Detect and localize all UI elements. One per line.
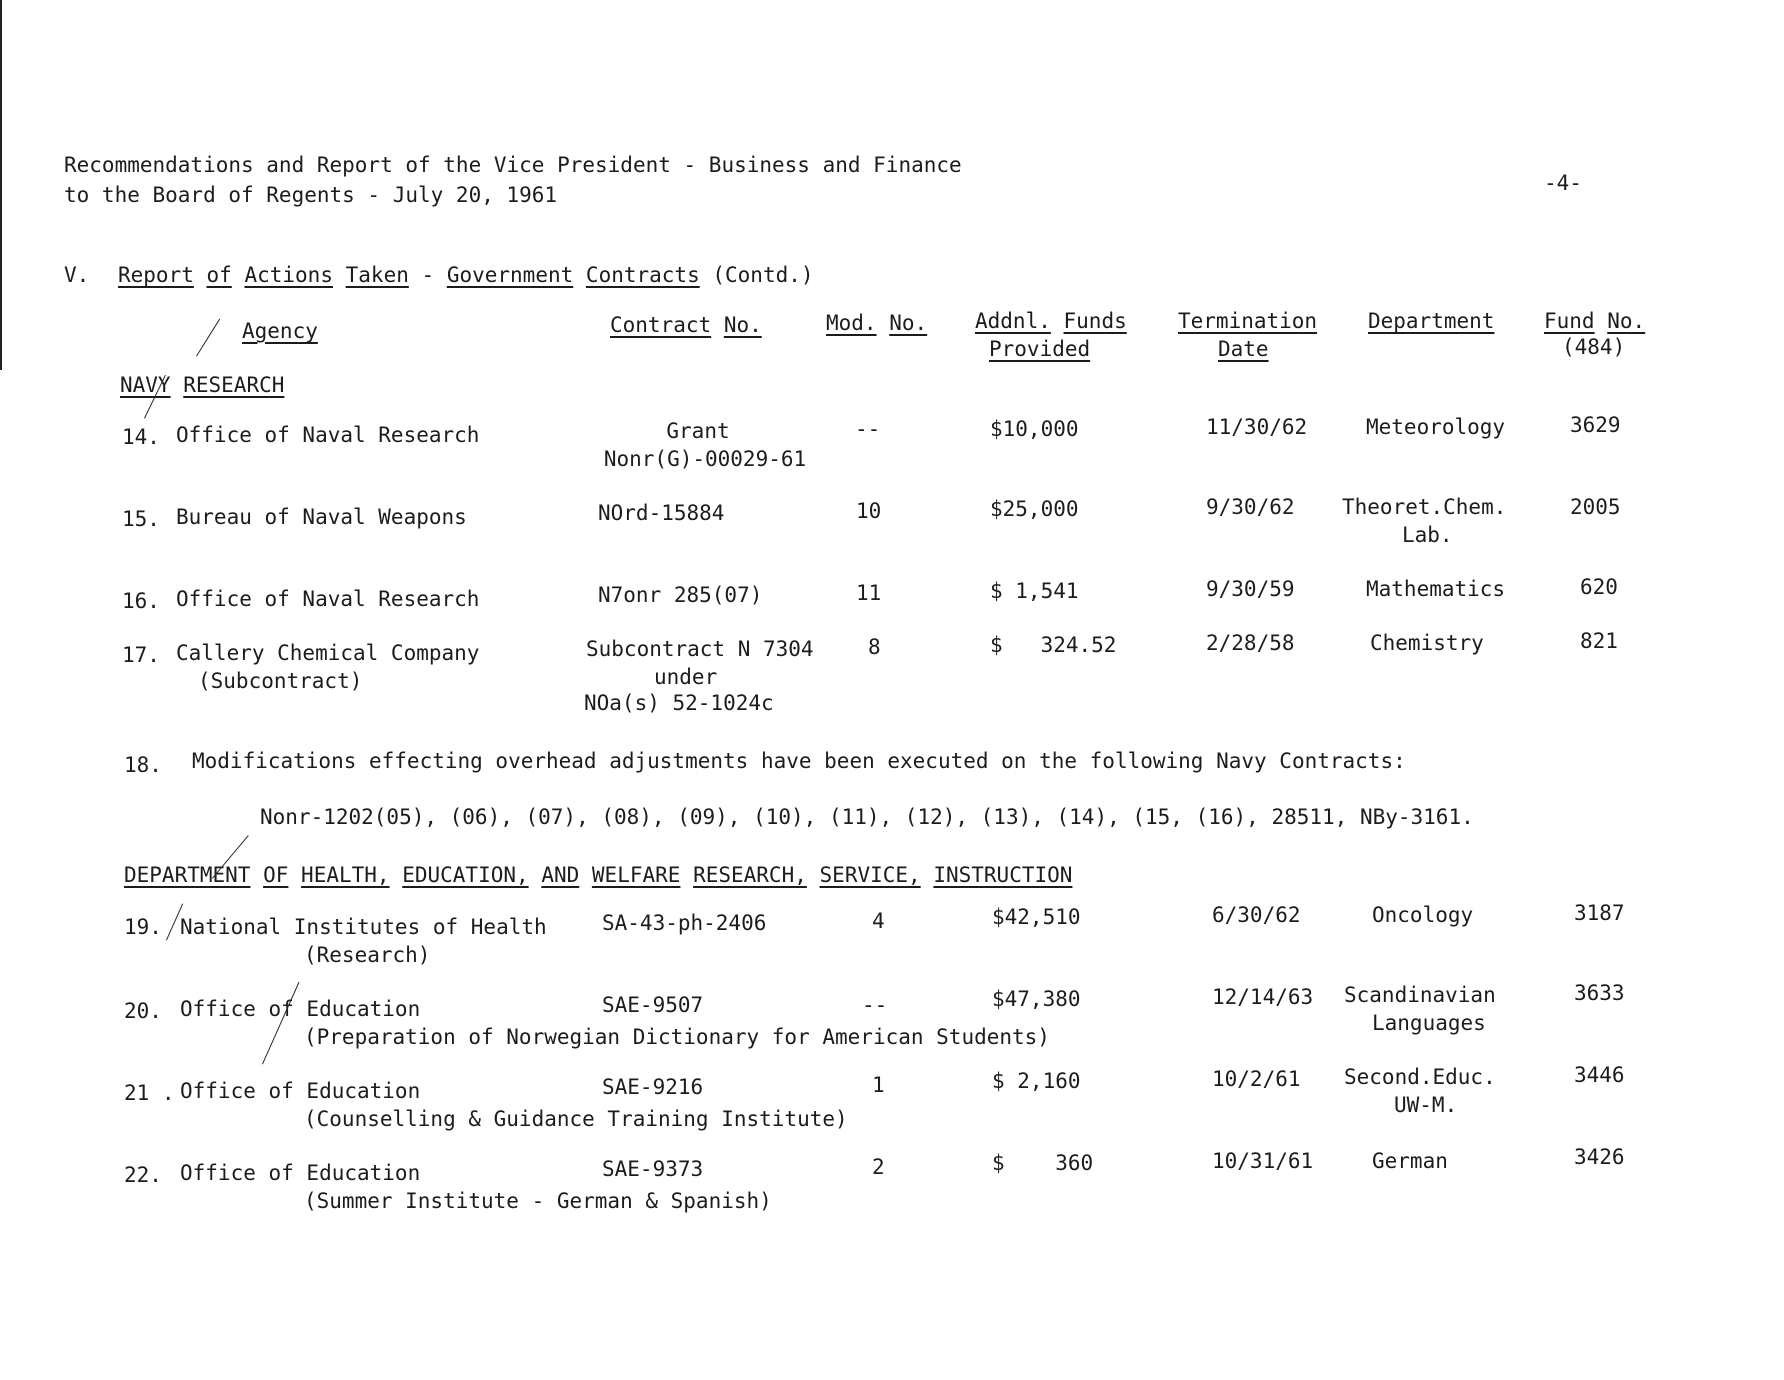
row-fund-no: 3629 bbox=[1570, 413, 1621, 437]
row-number: 19. bbox=[124, 915, 162, 939]
row-number: 17. bbox=[122, 643, 160, 667]
section-title-word: of bbox=[206, 263, 232, 287]
row-funds: $42,510 bbox=[992, 905, 1081, 929]
check-mark bbox=[196, 319, 220, 357]
row-agency-detail: (Preparation of Norwegian Dictionary for American Students) bbox=[304, 1025, 1050, 1049]
row-department: Oncology bbox=[1372, 903, 1474, 927]
scan-edge-line bbox=[0, 0, 2, 370]
row-contract: NOrd-15884 bbox=[598, 501, 725, 525]
row-contract-line-2: under bbox=[654, 665, 718, 689]
row-funds: $ 324.52 bbox=[990, 633, 1117, 657]
col-header-word: No. bbox=[1607, 309, 1646, 333]
row-agency: Office of Naval Research bbox=[176, 587, 480, 611]
item-18-contract-list: Nonr-1202(05), (06), (07), (08), (09), (10), (11), (12), (13), (14), (15, (16), 28511, NBy-3161. bbox=[260, 805, 1474, 829]
section-title-word: Government bbox=[446, 263, 574, 287]
row-mod: 11 bbox=[856, 581, 882, 605]
row-department: Chemistry bbox=[1370, 631, 1484, 655]
row-number: 22. bbox=[124, 1163, 162, 1187]
section-title-word: Report bbox=[118, 263, 194, 287]
section-title-word: Contracts bbox=[585, 263, 700, 287]
row-mod: 1 bbox=[872, 1073, 885, 1097]
row-fund-no: 3187 bbox=[1574, 901, 1625, 925]
row-contract-line-3: NOa(s) 52-1024c bbox=[584, 691, 774, 715]
row-department: Theoret.Chem. bbox=[1342, 495, 1507, 519]
item-18-number: 18. bbox=[124, 753, 162, 777]
row-contract: SAE-9216 bbox=[602, 1075, 704, 1099]
hew-research-heading bbox=[124, 862, 1072, 889]
row-department-line-2: Lab. bbox=[1402, 523, 1453, 547]
row-agency: Office of Education bbox=[180, 1079, 421, 1103]
row-number: 20. bbox=[124, 999, 162, 1023]
row-department: Scandinavian bbox=[1344, 983, 1496, 1007]
report-header-line-2: to the Board of Regents - July 20, 1961 bbox=[64, 183, 558, 207]
heading-word: OF bbox=[263, 863, 289, 887]
row-department: German bbox=[1372, 1149, 1448, 1173]
heading-word: SERVICE, bbox=[819, 863, 921, 887]
section-numeral: V. bbox=[64, 263, 90, 287]
row-agency-line-2: (Subcontract) bbox=[198, 669, 363, 693]
row-mod: 10 bbox=[856, 499, 882, 523]
heading-word: RESEARCH bbox=[183, 373, 285, 397]
section-title-word: Taken bbox=[345, 263, 409, 287]
row-termination: 9/30/59 bbox=[1206, 577, 1295, 601]
row-fund-no: 3446 bbox=[1574, 1063, 1625, 1087]
row-termination: 10/2/61 bbox=[1212, 1067, 1301, 1091]
row-contract: Subcontract N 7304 bbox=[586, 637, 814, 661]
col-header-contract-no bbox=[610, 312, 762, 339]
col-header-date: Date bbox=[1218, 337, 1269, 361]
row-termination: 2/28/58 bbox=[1206, 631, 1295, 655]
row-agency: Callery Chemical Company bbox=[176, 641, 480, 665]
heading-word: INSTRUCTION bbox=[933, 863, 1073, 887]
row-funds: $47,380 bbox=[992, 987, 1081, 1011]
row-department: Mathematics bbox=[1366, 577, 1506, 601]
col-header-word: Funds bbox=[1063, 309, 1127, 333]
row-mod: 4 bbox=[872, 909, 885, 933]
section-title-word: Actions bbox=[244, 263, 333, 287]
col-header-word: No. bbox=[889, 311, 928, 335]
row-agency-detail: (Summer Institute - German & Spanish) bbox=[304, 1189, 772, 1213]
col-header-word: Fund bbox=[1544, 309, 1595, 333]
row-mod: -- bbox=[862, 993, 888, 1017]
row-number: 21 . bbox=[124, 1081, 175, 1105]
row-contract: SA-43-ph-2406 bbox=[602, 911, 767, 935]
col-header-word: Mod. bbox=[826, 311, 877, 335]
row-termination: 12/14/63 bbox=[1212, 985, 1314, 1009]
row-department: Meteorology bbox=[1366, 415, 1506, 439]
heading-word: DEPARTMENT bbox=[124, 863, 251, 887]
row-fund-no: 821 bbox=[1580, 629, 1618, 653]
row-agency: Bureau of Naval Weapons bbox=[176, 505, 467, 529]
row-contract: N7onr 285(07) bbox=[598, 583, 763, 607]
col-header-agency: Agency bbox=[242, 319, 318, 343]
row-agency: Office of Education bbox=[180, 997, 421, 1021]
col-header-termination: Termination bbox=[1178, 309, 1318, 333]
row-number: 16. bbox=[122, 589, 160, 613]
row-agency: Office of Education bbox=[180, 1161, 421, 1185]
row-contract-line-2: Nonr(G)-00029-61 bbox=[603, 447, 807, 471]
row-termination: 10/31/61 bbox=[1212, 1149, 1314, 1173]
row-termination: 9/30/62 bbox=[1206, 495, 1295, 519]
check-mark bbox=[262, 982, 300, 1065]
row-agency-detail: (Counselling & Guidance Training Institute) bbox=[304, 1107, 848, 1131]
col-header-word: Contract bbox=[610, 313, 712, 337]
heading-word: WELFARE bbox=[591, 863, 681, 887]
col-header-word: No. bbox=[723, 313, 762, 337]
row-mod: 8 bbox=[868, 635, 881, 659]
col-header-funds-line-2: Provided bbox=[989, 337, 1091, 361]
row-number: 14. bbox=[122, 425, 160, 449]
row-funds: $ 2,160 bbox=[992, 1069, 1081, 1093]
section-title-dash: - bbox=[421, 263, 435, 287]
row-fund-no: 620 bbox=[1580, 575, 1618, 599]
row-funds: $10,000 bbox=[990, 417, 1079, 441]
row-department: Second.Educ. bbox=[1344, 1065, 1496, 1089]
row-contract: Grant bbox=[666, 419, 730, 443]
navy-research-heading bbox=[120, 372, 284, 399]
row-mod: 2 bbox=[872, 1155, 885, 1179]
report-header-line-1: Recommendations and Report of the Vice President - Business and Finance bbox=[64, 153, 962, 177]
row-department-line-2: UW-M. bbox=[1394, 1093, 1458, 1117]
row-agency: Office of Naval Research bbox=[176, 423, 480, 447]
section-title bbox=[118, 262, 814, 289]
col-header-department: Department bbox=[1368, 309, 1495, 333]
row-fund-no: 3426 bbox=[1574, 1145, 1625, 1169]
row-agency-detail: (Research) bbox=[304, 943, 431, 967]
col-header-fund-no-sub: (484) bbox=[1562, 335, 1626, 359]
heading-word: EDUCATION, bbox=[402, 863, 529, 887]
item-18-text: Modifications effecting overhead adjustments have been executed on the following Navy Contracts: bbox=[192, 749, 1406, 773]
row-funds: $25,000 bbox=[990, 497, 1079, 521]
heading-word: AND bbox=[541, 863, 580, 887]
heading-word: RESEARCH, bbox=[693, 863, 807, 887]
row-agency: National Institutes of Health bbox=[180, 915, 547, 939]
row-funds: $ 360 bbox=[992, 1151, 1094, 1175]
row-termination: 11/30/62 bbox=[1206, 415, 1308, 439]
row-contract: SAE-9507 bbox=[602, 993, 704, 1017]
row-funds: $ 1,541 bbox=[990, 579, 1079, 603]
row-department-line-2: Languages bbox=[1372, 1011, 1486, 1035]
page-number: -4- bbox=[1544, 171, 1582, 195]
heading-word: NAVY bbox=[120, 373, 171, 397]
col-header-fund-no bbox=[1544, 308, 1645, 335]
row-fund-no: 2005 bbox=[1570, 495, 1621, 519]
row-mod: -- bbox=[855, 417, 881, 441]
section-title-suffix: (Contd.) bbox=[712, 263, 814, 287]
row-number: 15. bbox=[122, 507, 160, 531]
row-contract: SAE-9373 bbox=[602, 1157, 704, 1181]
col-header-funds-line-1 bbox=[975, 308, 1127, 335]
heading-word: HEALTH, bbox=[301, 863, 390, 887]
col-header-word: Addnl. bbox=[975, 309, 1051, 333]
row-fund-no: 3633 bbox=[1574, 981, 1625, 1005]
col-header-mod-no bbox=[826, 310, 927, 337]
row-termination: 6/30/62 bbox=[1212, 903, 1301, 927]
